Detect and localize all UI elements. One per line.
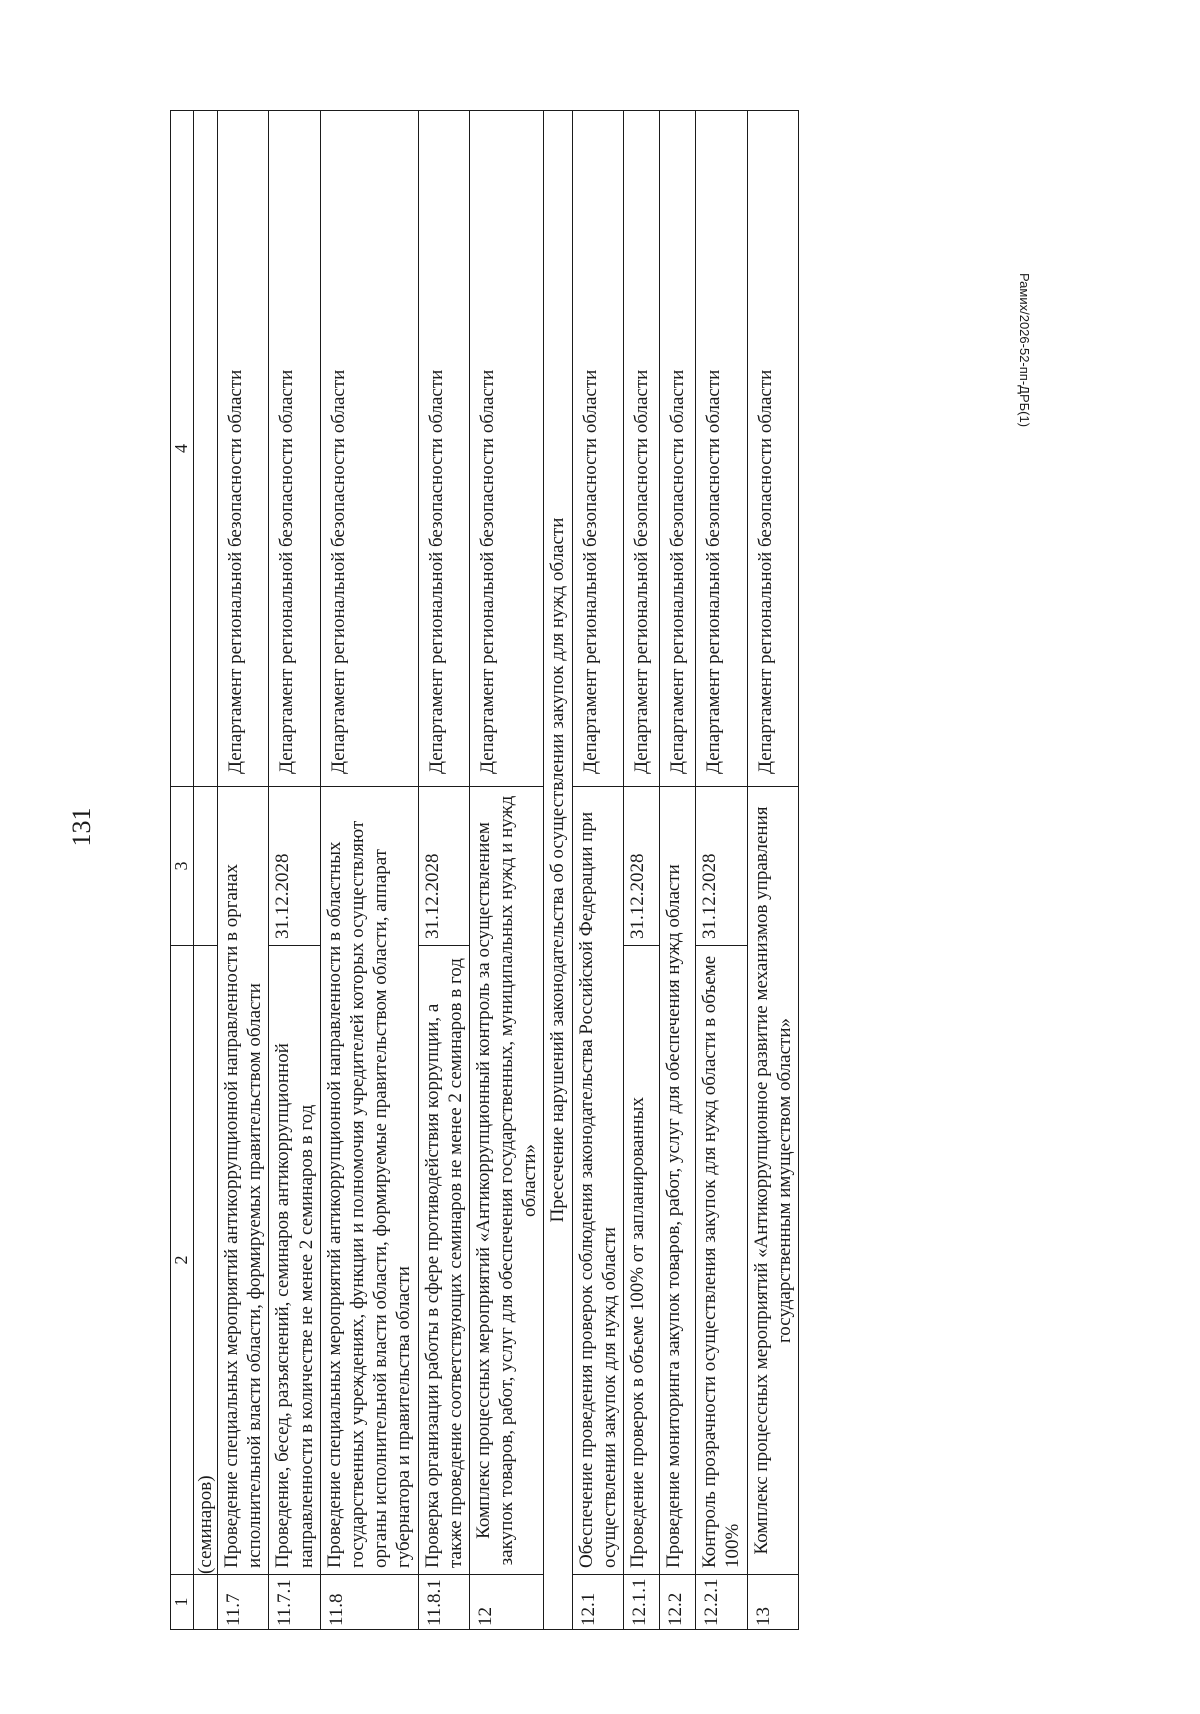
section-heading-row	[544, 111, 572, 1630]
deadline-date: 31.12.2028	[696, 787, 747, 946]
table-row	[747, 111, 798, 1630]
responsible-executor: Департамент региональной безопасности области	[418, 111, 469, 787]
header-col-3: 3	[171, 787, 194, 946]
row-number: 11.7.1	[269, 1575, 320, 1630]
row-number: 12.1	[572, 1575, 623, 1630]
section-heading: Пресечение нарушений законодательства об осуществлении закупок для нужд области	[544, 111, 572, 1630]
measures-table	[170, 110, 799, 1630]
row-number: 11.7	[218, 1575, 269, 1630]
row-number: 13	[747, 1575, 798, 1630]
table-row	[269, 111, 320, 1630]
table-row	[218, 111, 269, 1630]
measure-text: Проведение специальных мероприятий антикоррупционной направленности в областных государственных учреждениях, функции и полномочия учредителей которых осуществляют органы исполнительной власти области, формируемые правительством области, аппарат губернатора и правительства области	[320, 787, 418, 1575]
measure-text: Комплекс процессных мероприятий «Антикоррупционное развитие механизмов управления государственным имуществом области»	[747, 787, 798, 1575]
header-col-2: 2	[171, 946, 194, 1575]
measure-text: Контроль прозрачности осуществления закупок для нужд области в объеме 100%	[696, 946, 747, 1575]
table-row	[623, 111, 659, 1630]
continuation-text: (семинаров)	[193, 946, 217, 1575]
header-col-4: 4	[171, 111, 194, 787]
deadline-date: 31.12.2028	[418, 787, 469, 946]
responsible-executor: Департамент региональной безопасности области	[269, 111, 320, 787]
responsible-executor: Департамент региональной безопасности области	[572, 111, 623, 787]
table-row	[660, 111, 696, 1630]
responsible-executor: Департамент региональной безопасности области	[747, 111, 798, 787]
header-col-1: 1	[171, 1575, 194, 1630]
row-number: 12	[469, 1575, 544, 1630]
document-code: Рамих/2026-52-пп-ДРБ(1)	[1017, 272, 1032, 428]
table-row	[418, 111, 469, 1630]
measure-text: Проведение мониторинга закупок товаров, работ, услуг для обеспечения нужд области	[660, 787, 696, 1575]
responsible-executor: Департамент региональной безопасности области	[469, 111, 544, 787]
responsible-executor: Департамент региональной безопасности области	[696, 111, 747, 787]
responsible-executor: Департамент региональной безопасности области	[660, 111, 696, 787]
responsible-executor: Департамент региональной безопасности области	[218, 111, 269, 787]
measure-text: Проведение проверок в объеме 100% от запланированных	[623, 946, 659, 1575]
deadline-date: 31.12.2028	[269, 787, 320, 946]
table-row	[696, 111, 747, 1630]
deadline-date: 31.12.2028	[623, 787, 659, 946]
measure-text: Проведение, бесед, разъяснений, семинаров антикоррупционной направленности в количестве не менее 2 семинаров в год	[269, 946, 320, 1575]
table-row	[469, 111, 544, 1630]
measure-text: Проведение специальных мероприятий антикоррупционной направленности в органах исполнительной власти области, формируемых правительством области	[218, 787, 269, 1575]
measure-text: Обеспечение проведения проверок соблюдения законодательства Российской Федерации при осуществлении закупок для нужд области	[572, 787, 623, 1575]
rotated-table-wrapper	[170, 110, 1032, 1630]
table-row	[572, 111, 623, 1630]
row-number: 12.2.1	[696, 1575, 747, 1630]
row-number: 12.1.1	[623, 1575, 659, 1630]
header-row	[171, 111, 194, 1630]
row-number: 11.8.1	[418, 1575, 469, 1630]
continuation-row	[193, 111, 217, 1630]
measure-text: Комплекс процессных мероприятий «Антикоррупционный контроль за осуществлением закупок товаров, работ, услуг для обеспечения государственных, муниципальных нужд и нужд области»	[469, 787, 544, 1575]
responsible-executor: Департамент региональной безопасности области	[623, 111, 659, 787]
row-number: 11.8	[320, 1575, 418, 1630]
measure-text: Проверка организации работы в сфере противодействия коррупции, а также проведение соответствующих семинаров не менее 2 семинаров в год	[418, 946, 469, 1575]
row-number: 12.2	[660, 1575, 696, 1630]
responsible-executor: Департамент региональной безопасности области	[320, 111, 418, 787]
table-row	[320, 111, 418, 1630]
page-number: 131	[67, 807, 96, 847]
